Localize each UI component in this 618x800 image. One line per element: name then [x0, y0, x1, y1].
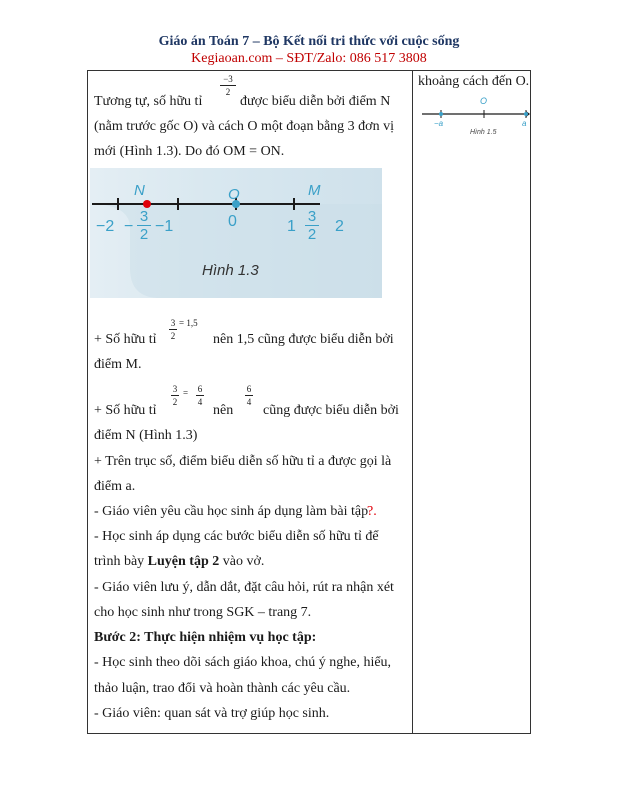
point-n	[143, 200, 151, 208]
fig13-minus: −	[124, 218, 134, 235]
p4-line1: + Trên trục số, điểm biểu diễn số hữu tỉ a được gọi là	[94, 454, 392, 469]
p3-fraction-b	[196, 384, 204, 407]
p2-expr-rest: = 1,5	[179, 318, 198, 328]
fig13-label-m: M	[308, 182, 321, 199]
p3-fraction-b-den: 4	[197, 397, 203, 407]
p3-mid: nên	[213, 403, 234, 418]
p1-fraction-den: 2	[225, 87, 231, 97]
fig13-neg-three-half-num: 3	[139, 208, 149, 225]
p6-line2	[94, 553, 264, 571]
p6-line2-prefix: trình bày	[94, 554, 145, 569]
p1-fraction-num: −3	[223, 74, 233, 84]
fig15-label-neg-a: −a	[434, 119, 444, 128]
p2-suffix: nên 1,5 cũng được biểu diễn bởi	[213, 332, 394, 347]
p7-line1: - Giáo viên lưu ý, dẫn dắt, đặt câu hỏi, rút ra nhận xét	[94, 580, 394, 595]
fig13-tick-0: 0	[228, 213, 237, 230]
p6-line2-bold: Luyện tập 2	[147, 554, 220, 569]
p5-text: - Giáo viên yêu cầu học sinh áp dụng làm bài tập	[94, 504, 369, 519]
fig15-point-a	[524, 112, 528, 116]
p3-fraction-c	[245, 384, 253, 407]
p5-question-mark: ?.	[367, 504, 377, 519]
p3-fraction-a-den: 2	[172, 397, 178, 407]
fig13-tick-neg2: −2	[96, 218, 115, 235]
fig15-label-a: a	[522, 119, 527, 128]
fig13-caption: Hình 1.3	[202, 262, 259, 279]
step2-heading: Bước 2: Thực hiện nhiệm vụ học tập:	[94, 630, 317, 645]
p3-fraction-b-num: 6	[197, 384, 203, 394]
p7-line2: cho học sinh như trong SGK – trang 7.	[94, 605, 312, 620]
fig13-tick-1: 1	[287, 218, 296, 235]
p4-line2: điểm a.	[94, 479, 136, 494]
p1-line2: (nằm trước gốc O) và cách O một đoạn bằng 3 đơn vị	[94, 119, 394, 134]
fig13-pos-three-half	[305, 209, 319, 242]
table-column-divider	[412, 70, 413, 734]
p6-line2-suffix: vào vở.	[222, 554, 265, 569]
fig15-caption: Hình 1.5	[470, 129, 497, 136]
p3-fraction-c-den: 4	[246, 397, 252, 407]
fig13-label-o: O	[228, 186, 240, 203]
p3-fraction-a-num: 3	[172, 384, 178, 394]
p1-prefix: Tương tự, số hữu tỉ	[94, 94, 203, 109]
p2-fraction	[169, 318, 177, 341]
p1-line3: mới (Hình 1.3). Do đó OM = ON.	[94, 144, 285, 159]
fig13-label-n: N	[134, 182, 145, 199]
fig13-pos-three-half-den: 2	[307, 226, 317, 243]
p8-line1: - Học sinh theo dõi sách giáo khoa, chú ý nghe, hiểu,	[94, 655, 392, 670]
fig15-point-neg-a	[439, 112, 443, 116]
p3-prefix: + Số hữu tỉ	[94, 403, 157, 418]
document-header-title: Giáo án Toán 7 – Bộ Kết nối tri thức với cuộc sống	[158, 34, 460, 49]
fig13-tick-neg1: −1	[155, 218, 174, 235]
fig13-neg-three-half-den: 2	[139, 226, 149, 243]
p2-fraction-num: 3	[170, 318, 176, 328]
p3-equals: =	[183, 388, 189, 398]
p3-suffix: cũng được biểu diễn bởi	[263, 403, 399, 418]
fig15-label-o: O	[480, 96, 488, 106]
p2-fraction-den: 2	[170, 331, 176, 341]
p8-line2: thảo luận, trao đổi và hoàn thành các yêu cầu.	[94, 681, 351, 696]
p6-line1: - Học sinh áp dụng các bước biểu diễn số hữu tỉ để	[94, 529, 379, 544]
p2-line2: điểm M.	[94, 357, 142, 372]
p3-line2: điểm N (Hình 1.3)	[94, 428, 198, 443]
p3-fraction-a	[171, 384, 179, 407]
fig13-neg-three-half	[137, 209, 151, 242]
p1-suffix: được biểu diễn bởi điểm N	[240, 94, 391, 109]
p2-prefix: + Số hữu tỉ	[94, 332, 157, 347]
p1-fraction	[220, 74, 236, 97]
p3-fraction-c-num: 6	[246, 384, 252, 394]
document-header-contact: Kegiaoan.com – SĐT/Zalo: 086 517 3808	[191, 51, 427, 66]
p9-text: - Giáo viên: quan sát và trợ giúp học sinh.	[94, 706, 330, 721]
fig13-tick-2: 2	[335, 218, 344, 235]
right-text: khoảng cách đến O.	[418, 74, 530, 89]
fig13-pos-three-half-num: 3	[307, 208, 317, 225]
